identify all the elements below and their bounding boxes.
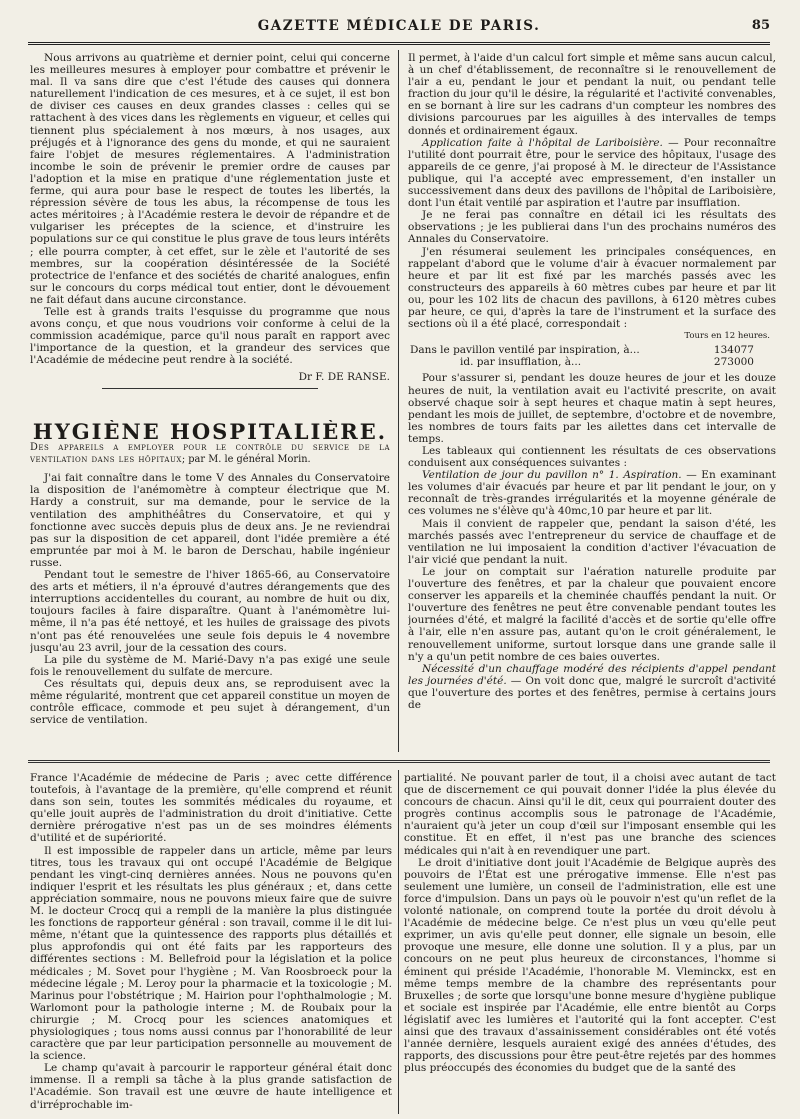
feuilleton-column-1: [30, 772, 392, 1112]
paragraph: J'en résumerai seulement les principales conséquences, en rappelant d'abord que le volume d'air à évacuer normalement par heure et par lit est fixé par les marchés passés avec les constructeurs des appareils à 60 mètres cubes par heure et par lit ou, pour les 102 lits de chacun des pavillons, à 6120 mètres cubes par heure, ce qui, d'après la tare de l'instrument et la surface des sections où il a été placé, correspondait :: [408, 245, 776, 331]
author-signature: Dr F. DE RANSE.: [298, 371, 390, 384]
feuilleton-column-2: [404, 772, 776, 1112]
table-row: [408, 344, 776, 356]
paragraph: [408, 469, 776, 517]
paragraph: Mais il convient de rappeler que, pendant la saison d'été, les marchés passés avec l'entrepreneur du service de chauffage et de ventilation ne lui imposaient la condition d'activer l'évacuation de l'air vicié que pendant la nuit.: [408, 517, 776, 566]
subtitle-caps: Des appareils a employer pour le contrôle du service de la ventilation dans les hôpitaux: [30, 442, 390, 466]
article-end-rule: [102, 388, 318, 389]
journal-title: GAZETTE MÉDICALE DE PARIS.: [257, 18, 541, 34]
column-divider-top: [398, 50, 399, 752]
paragraph: Le jour on comptait sur l'aération naturelle produite par l'ouverture des fenêtres, et par la chaleur que pouvaient encore conserver les appareils et la cheminée chauffés pendant la nuit. Or l'ouverture des fenêtres ne peut être convenable pendant toutes les journées d'été, et malgré la facilité d'accès et de sortie qu'elle offre à l'air, elle n'en assure pas, autant qu'on le croit généralement, le renouvellement uniforme, surtout lorsque dans une grande salle il n'y a qu'un petit nombre de ces baies ouvertes.: [408, 565, 776, 663]
paragraph: partialité. Ne pouvant parler de tout, il a choisi avec autant de tact que de discernement ce qui pouvait donner l'idée la plus élevée du concours de chacun. Ainsi qu'il le dit, ceux qui pourraient douter des progrès continus accomplis sous le patronage de l'Académie, n'auraient qu'à jeter un coup d'œil sur l'imposant ensemble qui les constitue. Et en effet, il n'est pas une branche des sciences médicales qui n'ait à en revendiquer une part.: [404, 772, 776, 857]
section-title: HYGIÈNE HOSPITALIÈRE.: [32, 420, 388, 444]
paragraph: Il permet, à l'aide d'un calcul fort simple et même sans aucun calcul, à un chef d'établissement, de reconnaître si le renouvellement de l'air a eu, pendant le jour et pendant la nuit, ou pendant telle fraction du jour qu'il le désire, la régularité et l'activité convenables, en se bornant à lire sur les cadrans d'un compteur les nombres des divisions parcourues par les aiguilles à des intervalles de temps donnés et ordinairement égaux.: [408, 52, 776, 137]
paragraph-heading: Application faite à l'hôpital de Lariboisière.: [422, 136, 663, 149]
table-cell-label: id. par insufflation, à...: [460, 356, 582, 369]
paragraph: La pile du système de M. Marié-Davy n'a pas exigé une seule fois le renouvellement du sulfate de mercure.: [30, 653, 390, 678]
paragraph: Nous arrivons au quatrième et dernier point, celui qui concerne les meilleures mesures à employer pour combattre et prévenir le mal. Il va sans dire que c'est l'étude des causes qui donnera naturellement l'indication de ces mesures, et à ce sujet, il est bon de diviser ces causes en deux grandes classes : celles qui se rattachent à des vices dans les règlements en vigueur, et celles qui tiennent plus spécialement à nos mœurs, à nos usages, aux préjugés et à l'ignorance des gens du monde, et qui ne sauraient faire l'objet de mesures réglementaires. A l'administration incombe le soin de prévenir le premier ordre de causes par l'adoption et la mise en pratique d'une réglementation juste et ferme, qui aura pour base le respect de toutes les libertés, la répression sévère de tous les abus, la récompense de tous les actes méritoires ; à l'Académie restera le devoir de répandre et de vulgariser les préceptes de la science, et d'instruire les populations sur ce qui constitue le plus grave de tous leurs intérêts ; elle pourra compter, à cet effet, sur le zèle et l'autorité de ses membres, sur la coopération désintéressée de la Société protectrice de l'enfance et des sociétés de charité analogues, enfin sur le concours du corps médical tout entier, dont le dévouement ne fait défaut dans aucune circonstance.: [30, 52, 390, 306]
table-cell-label: Dans le pavillon ventilé par inspiration, à...: [410, 344, 640, 357]
paragraph: Je ne ferai pas connaître en détail ici les résultats des observations ; je les publierai dans l'un des prochains numéros des Annales du Conservatoire.: [408, 209, 776, 246]
paragraph-heading: Ventilation de jour du pavillon n° 1. Aspiration.: [422, 469, 682, 482]
paragraph: Telle est à grands traits l'esquisse du programme que nous avons conçu, et que nous voudrions voir conforme à celui de la commission académique, parce qu'il nous paraît en rapport avec l'importance de la question, et la grandeur des services que l'Académie de médecine peut rendre à la société.: [30, 305, 390, 367]
paragraph: Ces résultats qui, depuis deux ans, se reproduisent avec la même régularité, montrent que cet appareil constitue un moyen de contrôle efficace, commode et peu sujet à dérangement, d'un service de ventilation.: [30, 677, 390, 727]
paragraph-body: — On voit donc que, malgré le surcroît d'activité que l'ouverture des portes et des fenêtres, permise à certains jours de: [408, 674, 776, 711]
subtitle-author: ; par M. le général Morin.: [181, 454, 311, 466]
paragraph-heading: Nécessité d'un chauffage modéré des récipients d'appel pendant les journées d'été.: [408, 662, 776, 687]
paragraph: Les tableaux qui contiennent les résultats de ces observations conduisent aux conséquences suivantes :: [408, 445, 776, 470]
paragraph: [408, 137, 776, 210]
article-column-2: [408, 52, 776, 750]
section-divider: [28, 760, 770, 763]
hygiene-article: [30, 420, 390, 750]
article-subtitle: [30, 442, 390, 466]
paragraph-body: — En examinant les volumes d'air évacués par heure et par lit pendant le jour, on y reconnaît de très-grandes irrégularités et la moyenne générale de ces volumes ne s'élève qu'à 40mc,10 par heure et par lit.: [408, 469, 776, 518]
column-divider-bottom: [398, 770, 399, 1114]
table-header: Tours en 12 heures.: [684, 331, 770, 342]
paragraph: Pendant tout le semestre de l'hiver 1865-66, au Conservatoire des arts et métiers, il n'a éprouvé d'autres dérangements que des interruptions accidentelles du courant, au nombre de huit ou dix, toujours faciles à faire disparaître. Quant à l'anémomètre lui-même, il n'a pas été nettoyé, et les huiles de graissage des pivots n'ont pas été renouvelées une seule fois depuis le 4 novembre jusqu'au 23 avril, jour de la cessation des cours.: [30, 569, 390, 654]
paragraph: Le champ qu'avait à parcourir le rapporteur général était donc immense. Il a rempli sa tâche à la plus grande satisfaction de l'Académie. Son travail est une œuvre de haute intelligence et d'irréprochable im-: [30, 1062, 392, 1111]
paragraph: France l'Académie de médecine de Paris ; avec cette différence toutefois, à l'avantage de la première, qu'elle comprend et réunit dans son sein, toutes les sommités médicales du royaume, et qu'elle jouit auprès de l'administration du droit d'initiative. Cette dernière prérogative n'est pas un de ses moindres éléments d'utilité et de supériorité.: [30, 772, 392, 845]
paragraph: Le droit d'initiative dont jouit l'Académie de Belgique auprès des pouvoirs de l'État est une prérogative immense. Elle n'est pas seulement une lumière, un conseil de l'administration, elle est une force d'impulsion. Dans un pays où le pouvoir n'est qu'un reflet de la volonté nationale, on comprend toute la portée du droit dévolu à l'Académie de médecine belge. Ce n'est plus un vœu qu'elle peut exprimer, un avis qu'elle peut donner, elle signale un besoin, elle provoque une mesure, elle donne une solution. Il y a plus, par un concours on ne peut plus heureux de circonstances, l'homme si éminent qui préside l'Académie, l'honorable M. Vleminckx, est en même temps membre de la chambre des représentants pour Bruxelles ; de sorte que lorsqu'une bonne mesure d'hygiène publique et sociale est inspirée par l'Académie, elle entre bientôt au Corps législatif avec les lumières et l'autorité qui la font accepter. C'est ainsi que des travaux d'assainissement considérables ont été votés l'année dernière, lesquels auraient exigé des années d'études, des rapports, des discussions pour être peut-être rejetés par des hommes plus préoccupés des économies du budget que de la santé des: [404, 856, 776, 1075]
paragraph: Pour s'assurer si, pendant les douze heures de jour et les douze heures de nuit, la ventilation avait eu l'activité prescrite, on avait observé chaque soir à sept heures et chaque matin à sept heures, pendant les mois de juillet, de septembre, d'octobre et de novembre, les nombres de tours faits par les ailettes dans cet intervalle de temps.: [408, 372, 776, 445]
paragraph-body: — Pour reconnaître l'utilité dont pourrait être, pour le service des hôpitaux, l'usage des appareils de ce genre, j'ai proposé à M. le directeur de l'Assistance publique, qui l'a accepté avec empressement, d'en installer un successivement dans deux des pavillons de l'hôpital de Lariboisière, dont l'un était ventilé par aspiration et l'autre par insufflation.: [408, 136, 776, 210]
paragraph: [408, 663, 776, 711]
header-rule: [28, 42, 770, 45]
paragraph: Il est impossible de rappeler dans un article, même par leurs titres, tous les travaux qui ont occupé l'Académie de Belgique pendant les vingt-cinq dernières années. Nous ne pouvons qu'en indiquer l'esprit et les résultats les plus généraux ; et, dans cette appréciation sommaire, nous ne pouvons mieux faire que de suivre M. le docteur Crocq qui a rempli de la manière la plus distinguée les fonctions de rapporteur général : son travail, comme il le dit lui-même, n'étant que la quintessence des rapports plus détaillés et plus approfondis qui ont été faits par les rapporteurs des différentes sections : M. Bellefroid pour la législation et la police médicales ; M. Sovet pour l'hygiène ; M. Van Roosbroeck pour la médecine légale ; M. Leroy pour la pharmacie et la toxicologie ; M. Marinus pour l'obstétrique ; M. Hairion pour l'ophthalmologie ; M. Warlomont pour la pathologie interne ; M. de Roubaix pour la chirurgie ; M. Crocq pour les sciences anatomiques et physiologiques ; tous noms aussi connus par l'honorabilité de leur caractère que par leur participation personnelle au mouvement de la science.: [30, 844, 392, 1063]
table-cell-value: 134077: [713, 344, 754, 357]
page-number: 85: [751, 18, 770, 33]
tours-table: [408, 344, 776, 368]
paragraph: J'ai fait connaître dans le tome V des Annales du Conservatoire la disposition de l'anémomètre à compteur électrique que M. Hardy a construit, sur ma demande, pour le service de la ventilation des amphithéâtres du Conservatoire, et qui y fonctionne avec succès depuis plus de deux ans. Je ne reviendrai pas sur la disposition de cet appareil, dont l'idée première a été empruntée par moi à M. le baron de Derschau, habile ingénieur russe.: [30, 472, 390, 569]
page-header: [28, 18, 770, 42]
article-column-1: [30, 52, 390, 410]
table-row: [408, 356, 776, 368]
table-cell-value: 273000: [713, 356, 754, 369]
